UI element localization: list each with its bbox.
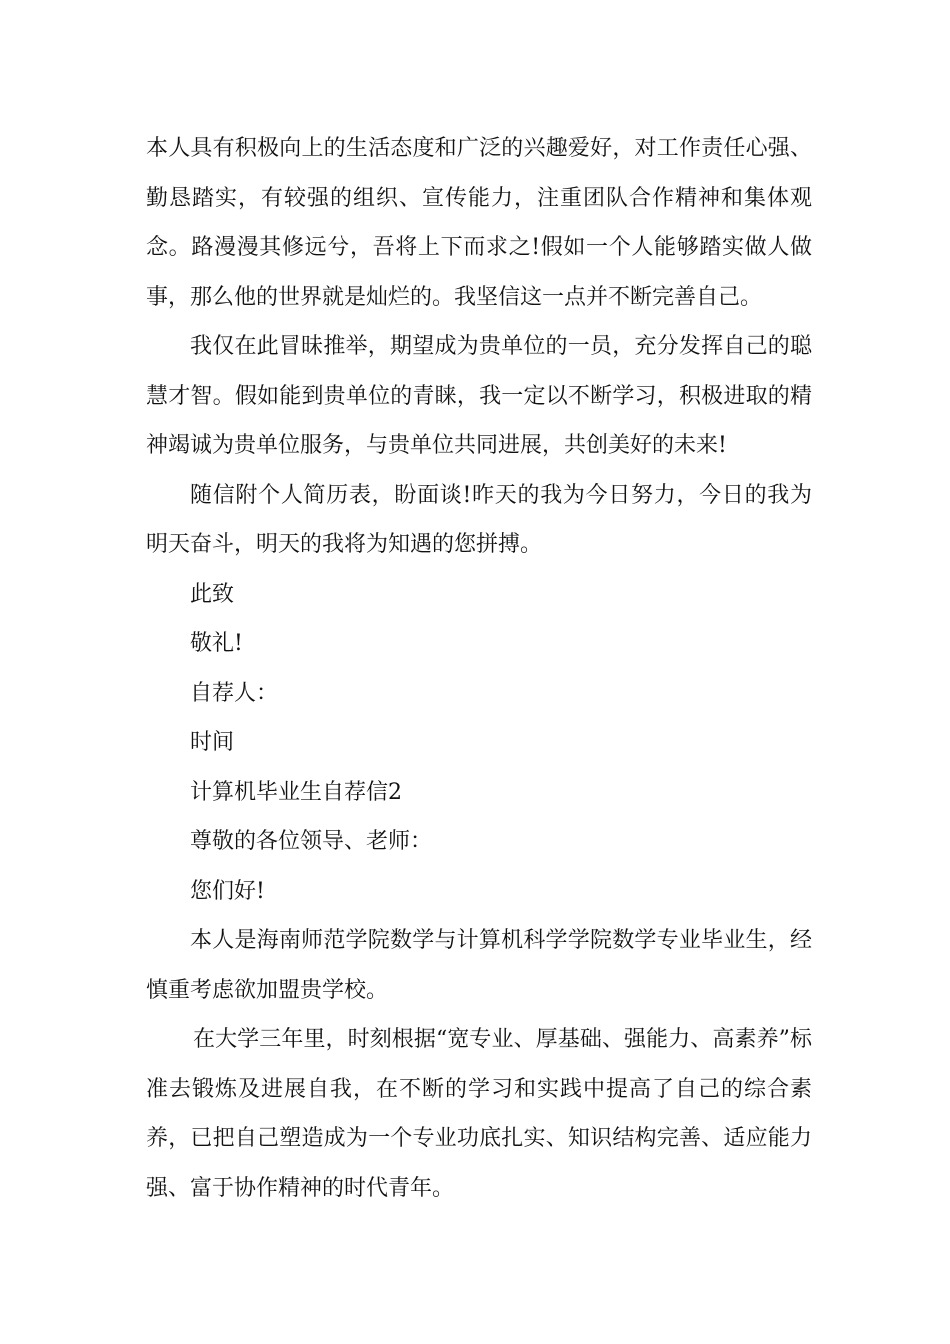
paragraph-recommendation: 我仅在此冒昧推举，期望成为贵单位的一员，充分发挥自己的聪慧才智。假如能到贵单位的青睐，我一定以不断学习，积极进取的精神竭诚为贵单位服务，与贵单位共同进展，共创美好的未来!	[146, 334, 812, 458]
closing-salutation: 此致	[190, 581, 235, 607]
letter-hello: 您们好!	[190, 878, 265, 904]
document-body	[146, 124, 812, 1213]
letter-title: 计算机毕业生自荐信2	[190, 779, 402, 805]
signature-label: 自荐人：	[190, 680, 279, 706]
closing-regards: 敬礼!	[190, 631, 243, 656]
paragraph-introduction: 本人是海南师范学院数学与计算机科学学院数学专业毕业生，经慎重考虑欲加盟贵学校。	[146, 928, 812, 1003]
paragraph-interests: 本人具有积极向上的生活态度和广泛的兴趣爱好，对工作责任心强、勤恳踏实，有较强的组织、宣传能力，注重团队合作精神和集体观念。路漫漫其修远兮，吾将上下而求之!假如一个人能够踏实做人做事，那么他的世界就是灿烂的。我坚信这一点并不断完善自己。	[146, 136, 812, 310]
letter-greeting: 尊敬的各位领导、老师：	[190, 829, 433, 854]
paragraph-resume-note: 随信附个人简历表，盼面谈!昨天的我为今日努力，今日的我为明天奋斗，明天的我将为知遇的您拼搏。	[146, 482, 812, 557]
date-label: 时间	[190, 730, 235, 755]
paragraph-university-years: 在大学三年里，时刻根据“宽专业、厚基础、强能力、高素养”标准去锻炼及进展自我，在不断的学习和实践中提高了自己的综合素养，已把自己塑造成为一个专业功底扎实、知识结构完善、适应能力强、富于协作精神的时代青年。	[146, 1027, 812, 1201]
